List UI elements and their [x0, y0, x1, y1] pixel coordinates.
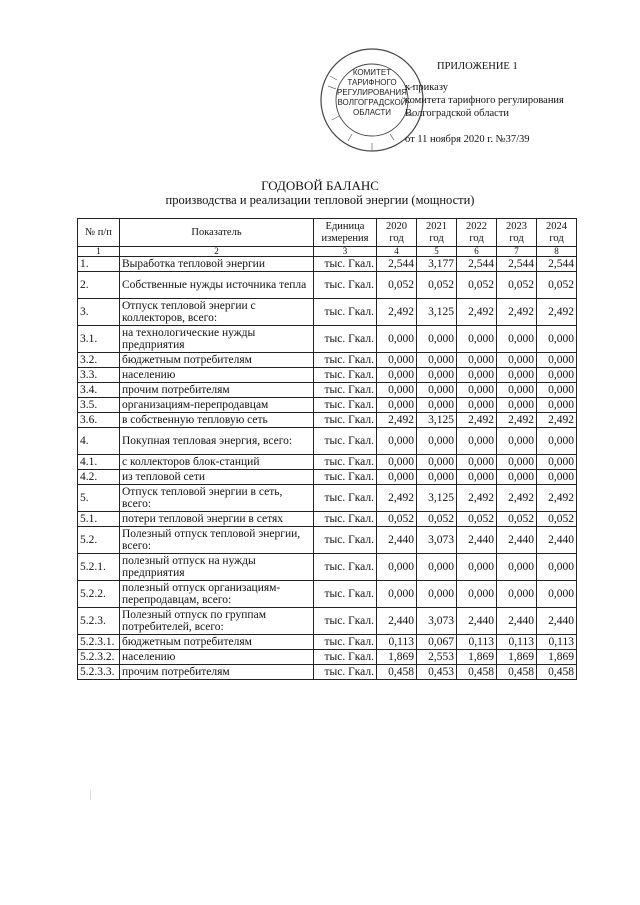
colnum-2: 2 [120, 247, 314, 257]
order-date: от 11 ноября 2020 г. №37/39 [405, 134, 530, 145]
row-value-2020: 0,000 [377, 554, 417, 581]
row-value-2024: 0,000 [537, 326, 577, 353]
row-code: 3. [78, 299, 120, 326]
colnum-4: 4 [377, 247, 417, 257]
row-value-2020: 0,052 [377, 272, 417, 299]
row-value-2023: 0,000 [497, 368, 537, 383]
row-unit: тыс. Гкал. [314, 665, 377, 680]
row-value-2021: 0,000 [417, 581, 457, 608]
row-value-2023: 0,000 [497, 383, 537, 398]
row-name: потери тепловой энергии в сетях [120, 512, 314, 527]
document-title [0, 178, 640, 208]
row-value-2020: 2,492 [377, 485, 417, 512]
row-value-2023: 0,458 [497, 665, 537, 680]
header-unit: Единица измерения [314, 219, 377, 247]
row-value-2024: 0,000 [537, 398, 577, 413]
row-code: 3.5. [78, 398, 120, 413]
colnum-3: 3 [314, 247, 377, 257]
row-value-2022: 2,492 [457, 413, 497, 428]
row-value-2021: 0,052 [417, 272, 457, 299]
row-value-2022: 2,440 [457, 608, 497, 635]
row-value-2023: 0,052 [497, 512, 537, 527]
row-value-2022: 0,000 [457, 428, 497, 455]
row-value-2020: 0,000 [377, 326, 417, 353]
row-value-2023: 0,000 [497, 455, 537, 470]
table-row [78, 470, 577, 485]
row-value-2022: 0,000 [457, 353, 497, 368]
row-value-2023: 1,869 [497, 650, 537, 665]
seal-line-3: РЕГУЛИРОВАНИЯ [337, 88, 407, 97]
row-name: полезный отпуск организациям-перепродавцам, всего: [120, 581, 314, 608]
row-value-2020: 2,544 [377, 257, 417, 272]
header-2024: 2024 год [537, 219, 577, 247]
row-value-2020: 0,000 [377, 581, 417, 608]
row-name: Полезный отпуск по группам потребителей, всего: [120, 608, 314, 635]
row-value-2021: 0,000 [417, 383, 457, 398]
row-value-2022: 0,000 [457, 368, 497, 383]
row-unit: тыс. Гкал. [314, 353, 377, 368]
row-value-2024: 2,492 [537, 299, 577, 326]
row-unit: тыс. Гкал. [314, 581, 377, 608]
row-value-2024: 0,458 [537, 665, 577, 680]
row-unit: тыс. Гкал. [314, 428, 377, 455]
row-name: бюджетным потребителям [120, 353, 314, 368]
row-value-2021: 3,125 [417, 413, 457, 428]
row-value-2021: 2,553 [417, 650, 457, 665]
row-unit: тыс. Гкал. [314, 368, 377, 383]
row-unit: тыс. Гкал. [314, 326, 377, 353]
row-value-2022: 2,492 [457, 485, 497, 512]
row-value-2022: 0,113 [457, 635, 497, 650]
row-code: 4. [78, 428, 120, 455]
row-value-2021: 0,000 [417, 455, 457, 470]
committee-name: комитета тарифного регулирования [405, 95, 564, 106]
row-value-2021: 0,000 [417, 554, 457, 581]
row-value-2021: 3,073 [417, 608, 457, 635]
table-row [78, 272, 577, 299]
table-row [78, 353, 577, 368]
row-name: с коллекторов блок-станций [120, 455, 314, 470]
row-code: 5.2.3.3. [78, 665, 120, 680]
row-value-2020: 0,113 [377, 635, 417, 650]
row-name: в собственную тепловую сеть [120, 413, 314, 428]
colnum-8: 8 [537, 247, 577, 257]
row-unit: тыс. Гкал. [314, 485, 377, 512]
row-value-2023: 0,000 [497, 470, 537, 485]
row-value-2022: 0,000 [457, 326, 497, 353]
row-value-2022: 0,052 [457, 512, 497, 527]
table-row [78, 581, 577, 608]
table-row [78, 527, 577, 554]
row-name: полезный отпуск на нужды предприятия [120, 554, 314, 581]
row-value-2024: 0,052 [537, 272, 577, 299]
row-value-2023: 2,492 [497, 413, 537, 428]
row-name: населению [120, 650, 314, 665]
row-unit: тыс. Гкал. [314, 257, 377, 272]
row-code: 3.1. [78, 326, 120, 353]
row-name: прочим потребителям [120, 383, 314, 398]
table-row [78, 608, 577, 635]
row-value-2022: 1,869 [457, 650, 497, 665]
row-unit: тыс. Гкал. [314, 608, 377, 635]
row-code: 5.2.3. [78, 608, 120, 635]
row-code: 3.4. [78, 383, 120, 398]
header-num: № п/п [78, 219, 120, 247]
region-name: Волгоградской области [405, 108, 510, 119]
title-sub: производства и реализации тепловой энергии (мощности) [165, 193, 475, 207]
row-value-2020: 2,440 [377, 608, 417, 635]
row-unit: тыс. Гкал. [314, 455, 377, 470]
table-row [78, 326, 577, 353]
row-value-2021: 0,000 [417, 470, 457, 485]
row-value-2023: 0,000 [497, 428, 537, 455]
row-value-2023: 0,000 [497, 326, 537, 353]
table-row [78, 413, 577, 428]
row-value-2024: 0,000 [537, 428, 577, 455]
row-unit: тыс. Гкал. [314, 272, 377, 299]
row-name: организациям-перепродавцам [120, 398, 314, 413]
row-value-2024: 0,113 [537, 635, 577, 650]
row-code: 5. [78, 485, 120, 512]
row-value-2024: 0,000 [537, 368, 577, 383]
row-code: 4.2. [78, 470, 120, 485]
row-value-2021: 3,073 [417, 527, 457, 554]
row-value-2020: 0,000 [377, 470, 417, 485]
row-value-2024: 0,000 [537, 554, 577, 581]
row-value-2021: 0,453 [417, 665, 457, 680]
row-value-2023: 0,000 [497, 353, 537, 368]
row-value-2022: 0,000 [457, 581, 497, 608]
row-value-2024: 2,440 [537, 608, 577, 635]
row-value-2024: 1,869 [537, 650, 577, 665]
row-value-2021: 0,000 [417, 398, 457, 413]
row-value-2022: 0,052 [457, 272, 497, 299]
row-value-2022: 0,000 [457, 554, 497, 581]
header-2021: 2021 год [417, 219, 457, 247]
seal-line-1: КОМИТЕТ [352, 68, 392, 77]
table-row [78, 635, 577, 650]
row-value-2020: 0,000 [377, 353, 417, 368]
row-value-2022: 0,000 [457, 470, 497, 485]
table-row [78, 428, 577, 455]
row-value-2023: 2,492 [497, 299, 537, 326]
colnum-5: 5 [417, 247, 457, 257]
row-value-2024: 0,000 [537, 581, 577, 608]
table-row [78, 383, 577, 398]
table-header-row [78, 219, 577, 247]
row-unit: тыс. Гкал. [314, 383, 377, 398]
row-name: населению [120, 368, 314, 383]
seal-line-4: ВОЛГОГРАДСКОЙ [337, 98, 407, 107]
row-value-2022: 0,000 [457, 398, 497, 413]
row-unit: тыс. Гкал. [314, 398, 377, 413]
table-row [78, 455, 577, 470]
header-name: Показатель [120, 219, 314, 247]
row-value-2022: 0,458 [457, 665, 497, 680]
row-value-2024: 2,492 [537, 485, 577, 512]
table-row [78, 554, 577, 581]
row-value-2022: 2,492 [457, 299, 497, 326]
row-name: Полезный отпуск тепловой энергии, всего: [120, 527, 314, 554]
row-name: бюджетным потребителям [120, 635, 314, 650]
header-2020: 2020 год [377, 219, 417, 247]
row-name: Отпуск тепловой энергии с коллекторов, всего: [120, 299, 314, 326]
table-row [78, 257, 577, 272]
row-value-2020: 0,000 [377, 383, 417, 398]
row-value-2020: 2,440 [377, 527, 417, 554]
row-name: Собственные нужды источника тепла [120, 272, 314, 299]
title-main: ГОДОВОЙ БАЛАНС [261, 178, 379, 193]
row-value-2023: 2,492 [497, 485, 537, 512]
row-value-2024: 0,000 [537, 470, 577, 485]
colnum-6: 6 [457, 247, 497, 257]
scan-mark [90, 790, 91, 800]
seal-line-2: ТАРИФНОГО [347, 78, 397, 87]
row-unit: тыс. Гкал. [314, 299, 377, 326]
row-unit: тыс. Гкал. [314, 512, 377, 527]
row-value-2020: 2,492 [377, 299, 417, 326]
table-row [78, 512, 577, 527]
row-value-2022: 2,544 [457, 257, 497, 272]
row-value-2021: 3,125 [417, 485, 457, 512]
row-unit: тыс. Гкал. [314, 527, 377, 554]
row-value-2024: 2,544 [537, 257, 577, 272]
row-code: 5.1. [78, 512, 120, 527]
appendix-header [405, 60, 625, 146]
row-code: 5.2.2. [78, 581, 120, 608]
row-value-2021: 3,125 [417, 299, 457, 326]
row-value-2020: 0,000 [377, 368, 417, 383]
row-name: на технологические нужды предприятия [120, 326, 314, 353]
row-value-2023: 2,544 [497, 257, 537, 272]
row-value-2022: 0,000 [457, 455, 497, 470]
row-value-2024: 2,440 [537, 527, 577, 554]
order-ref: к приказу [405, 82, 448, 93]
row-value-2023: 0,052 [497, 272, 537, 299]
table-row [78, 299, 577, 326]
row-name: Покупная тепловая энергия, всего: [120, 428, 314, 455]
row-value-2023: 0,000 [497, 554, 537, 581]
row-code: 3.3. [78, 368, 120, 383]
row-name: из тепловой сети [120, 470, 314, 485]
row-code: 5.2.3.2. [78, 650, 120, 665]
row-unit: тыс. Гкал. [314, 470, 377, 485]
header-2022: 2022 год [457, 219, 497, 247]
row-name: Выработка тепловой энергии [120, 257, 314, 272]
balance-table [77, 218, 577, 680]
row-code: 3.6. [78, 413, 120, 428]
row-value-2020: 2,492 [377, 413, 417, 428]
row-code: 1. [78, 257, 120, 272]
colnum-7: 7 [497, 247, 537, 257]
row-unit: тыс. Гкал. [314, 635, 377, 650]
row-code: 4.1. [78, 455, 120, 470]
row-value-2020: 0,458 [377, 665, 417, 680]
appendix-label: ПРИЛОЖЕНИЕ 1 [437, 61, 518, 72]
row-unit: тыс. Гкал. [314, 554, 377, 581]
row-value-2021: 0,000 [417, 368, 457, 383]
row-value-2021: 0,000 [417, 353, 457, 368]
row-value-2020: 0,000 [377, 398, 417, 413]
row-code: 2. [78, 272, 120, 299]
row-value-2023: 2,440 [497, 527, 537, 554]
row-value-2022: 2,440 [457, 527, 497, 554]
colnum-1: 1 [78, 247, 120, 257]
row-unit: тыс. Гкал. [314, 413, 377, 428]
row-value-2022: 0,000 [457, 383, 497, 398]
row-code: 5.2.3.1. [78, 635, 120, 650]
row-name: Отпуск тепловой энергии в сеть, всего: [120, 485, 314, 512]
row-value-2021: 3,177 [417, 257, 457, 272]
table-row [78, 650, 577, 665]
row-value-2020: 1,869 [377, 650, 417, 665]
table-row [78, 485, 577, 512]
row-code: 3.2. [78, 353, 120, 368]
table-row [78, 665, 577, 680]
row-value-2023: 2,440 [497, 608, 537, 635]
row-value-2021: 0,000 [417, 428, 457, 455]
row-value-2024: 0,000 [537, 353, 577, 368]
row-value-2020: 0,052 [377, 512, 417, 527]
row-value-2021: 0,052 [417, 512, 457, 527]
row-value-2023: 0,000 [497, 398, 537, 413]
row-unit: тыс. Гкал. [314, 650, 377, 665]
row-value-2024: 0,052 [537, 512, 577, 527]
table-row [78, 368, 577, 383]
row-value-2024: 2,492 [537, 413, 577, 428]
seal-line-5: ОБЛАСТИ [352, 108, 392, 117]
row-value-2023: 0,113 [497, 635, 537, 650]
row-code: 5.2. [78, 527, 120, 554]
row-code: 5.2.1. [78, 554, 120, 581]
row-value-2020: 0,000 [377, 455, 417, 470]
row-name: прочим потребителям [120, 665, 314, 680]
row-value-2023: 0,000 [497, 581, 537, 608]
table-row [78, 398, 577, 413]
column-number-row [78, 247, 577, 257]
row-value-2024: 0,000 [537, 383, 577, 398]
row-value-2021: 0,067 [417, 635, 457, 650]
row-value-2024: 0,000 [537, 455, 577, 470]
row-value-2020: 0,000 [377, 428, 417, 455]
row-value-2021: 0,000 [417, 326, 457, 353]
header-2023: 2023 год [497, 219, 537, 247]
